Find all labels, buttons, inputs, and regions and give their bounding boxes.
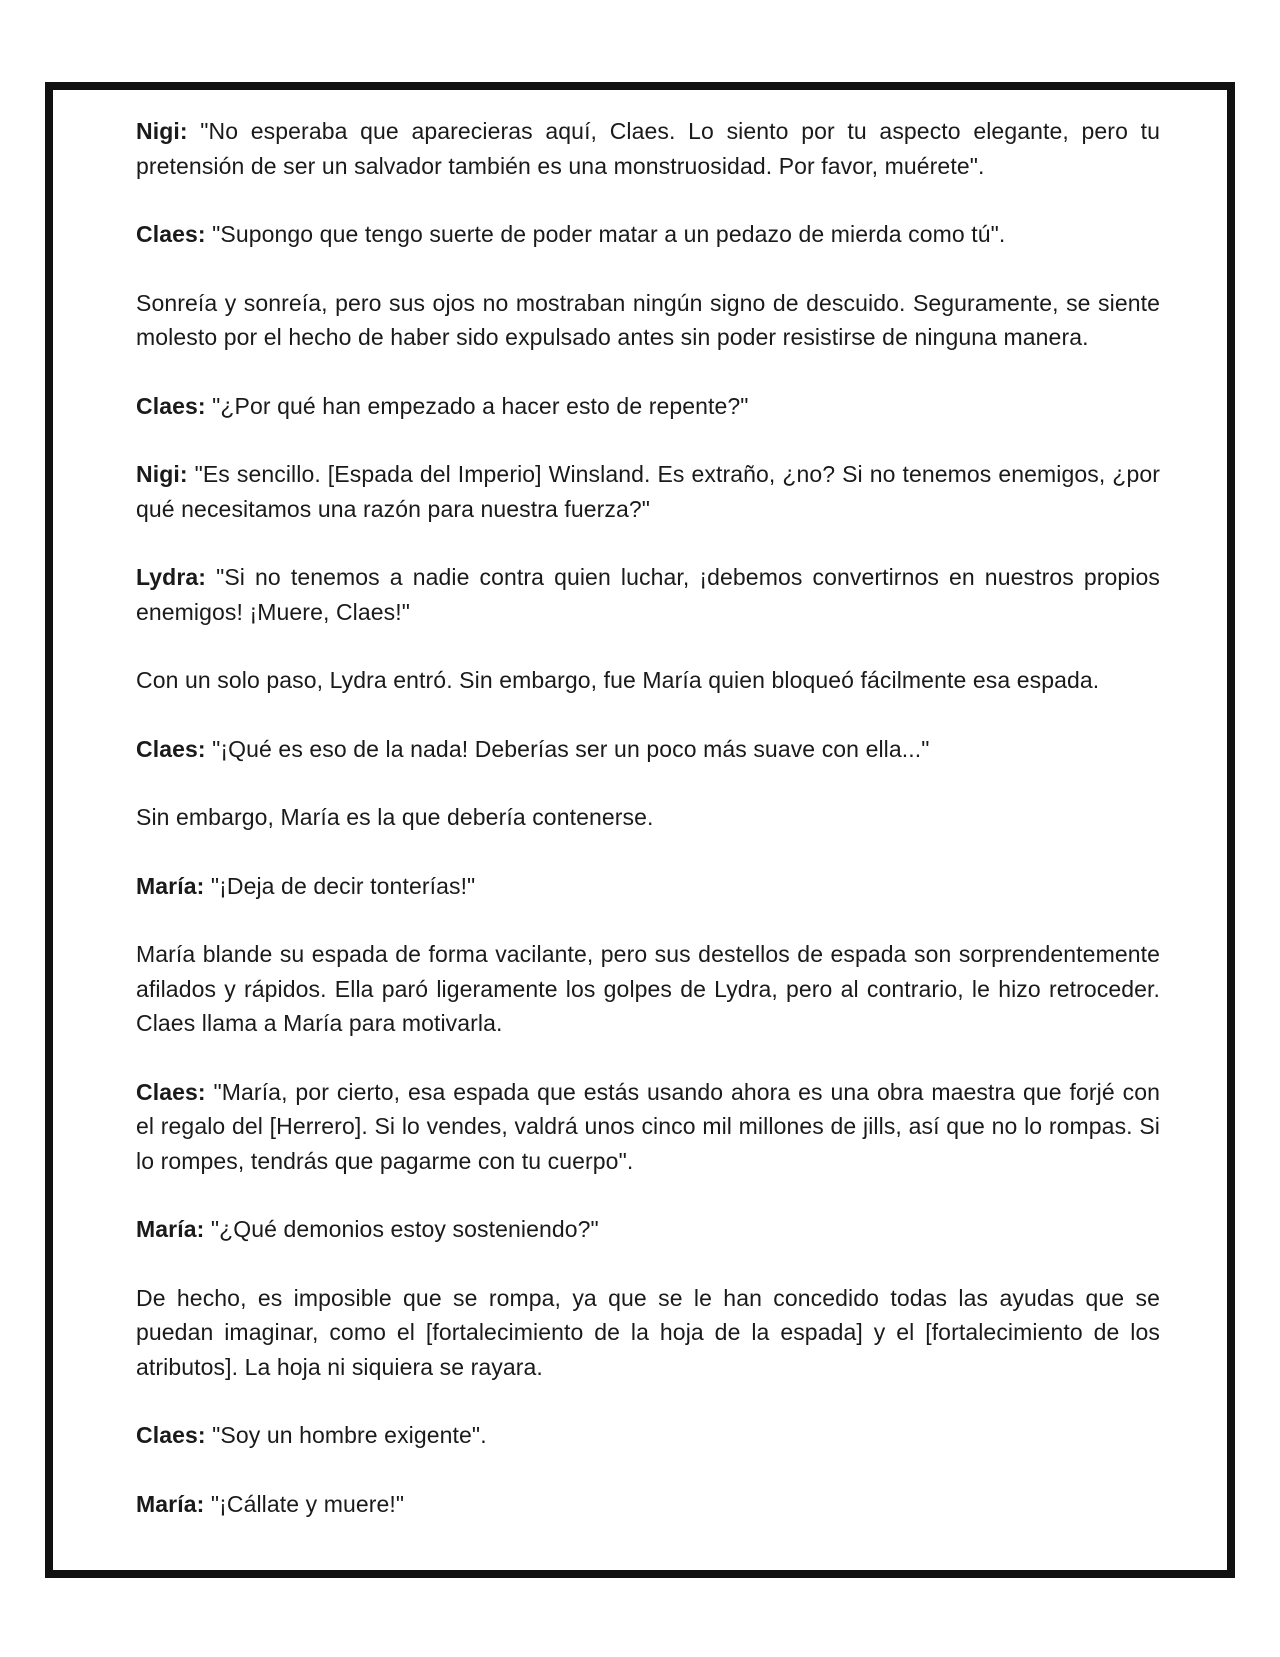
dialogue-paragraph [136,1075,1160,1179]
paragraph-text: Sin embargo, María es la que debería contenerse. [136,804,654,830]
narration-paragraph [136,937,1160,1041]
paragraph-text: "¡Cállate y muere!" [210,1490,405,1517]
paragraph-text: "Es sencillo. [Espada del Imperio] Winsland. Es extraño, ¿no? Si no tenemos enemigos, ¿por qué necesitamos una razón para nuestra fuerza?" [136,461,1160,522]
paragraph-text: De hecho, es imposible que se rompa, ya que se le han concedido todas las ayudas que se puedan imaginar, como el [fortalecimiento de la hoja de la espada] y el [fortalecimiento de los atributos]. La hoja ni siquiera se rayara. [136,1284,1160,1380]
narration-paragraph [136,800,1160,835]
paragraph-text: "No esperaba que aparecieras aquí, Claes. Lo siento por tu aspecto elegante, pero tu pretensión de ser un salvador también es una monstruosidad. Por favor, muérete". [136,118,1160,179]
speaker-name: Claes: [136,735,206,762]
dialogue-paragraph [136,732,1160,767]
paragraph-text: María blande su espada de forma vacilante, pero sus destellos de espada son sorprendentemente afilados y rápidos. Ella paró ligeramente los golpes de Lydra, pero al contrario, le hizo retroceder. Claes llama a María para motivarla. [136,941,1160,1036]
dialogue-paragraph [136,869,1160,904]
speaker-name: Claes: [136,1422,206,1448]
speaker-name: María: [136,1490,205,1517]
dialogue-paragraph [136,217,1160,252]
dialogue-paragraph [136,389,1160,424]
dialogue-paragraph [136,114,1160,183]
speaker-name: María: [136,872,205,899]
paragraph-text: Sonreía y sonreía, pero sus ojos no mostraban ningún signo de descuido. Seguramente, se siente molesto por el hecho de haber sido expulsado antes sin poder resistirse de ninguna manera. [136,289,1160,350]
dialogue-paragraph [136,1418,1160,1453]
paragraph-text: "María, por cierto, esa espada que estás usando ahora es una obra maestra que forjé con el regalo del [Herrero]. Si lo vendes, valdrá unos cinco mil millones de jills, así que no lo rompas. Si lo rompes, tendrás que pagarme con tu cuerpo". [136,1078,1160,1174]
speaker-name: Nigi: [136,118,188,144]
narration-paragraph [136,286,1160,355]
speaker-name: Claes: [136,392,206,419]
paragraph-text: "Si no tenemos a nadie contra quien luchar, ¡debemos convertirnos en nuestros propios enemigos! ¡Muere, Claes!" [136,564,1160,625]
paragraph-text: "Supongo que tengo suerte de poder matar a un pedazo de mierda como tú". [212,221,1006,247]
speaker-name: María: [136,1216,205,1242]
paragraph-text: "Soy un hombre exigente". [212,1422,487,1448]
paragraph-text: "¿Qué demonios estoy sosteniendo?" [210,1216,599,1242]
paragraph-text: Con un solo paso, Lydra entró. Sin embargo, fue María quien bloqueó fácilmente esa espada. [136,667,1100,693]
dialogue-paragraph [136,1487,1160,1522]
page-frame [45,82,1235,1578]
dialogue-paragraph [136,457,1160,526]
speaker-name: Nigi: [136,461,188,487]
document-body [136,114,1160,1555]
paragraph-text: "¡Qué es eso de la nada! Deberías ser un poco más suave con ella..." [212,735,930,762]
paragraph-text: "¡Deja de decir tonterías!" [210,872,476,899]
speaker-name: Claes: [136,1078,206,1105]
dialogue-paragraph [136,560,1160,629]
narration-paragraph [136,1281,1160,1385]
speaker-name: Lydra: [136,564,207,590]
paragraph-text: "¿Por qué han empezado a hacer esto de repente?" [212,392,749,419]
speaker-name: Claes: [136,221,206,247]
narration-paragraph [136,663,1160,698]
dialogue-paragraph [136,1212,1160,1247]
